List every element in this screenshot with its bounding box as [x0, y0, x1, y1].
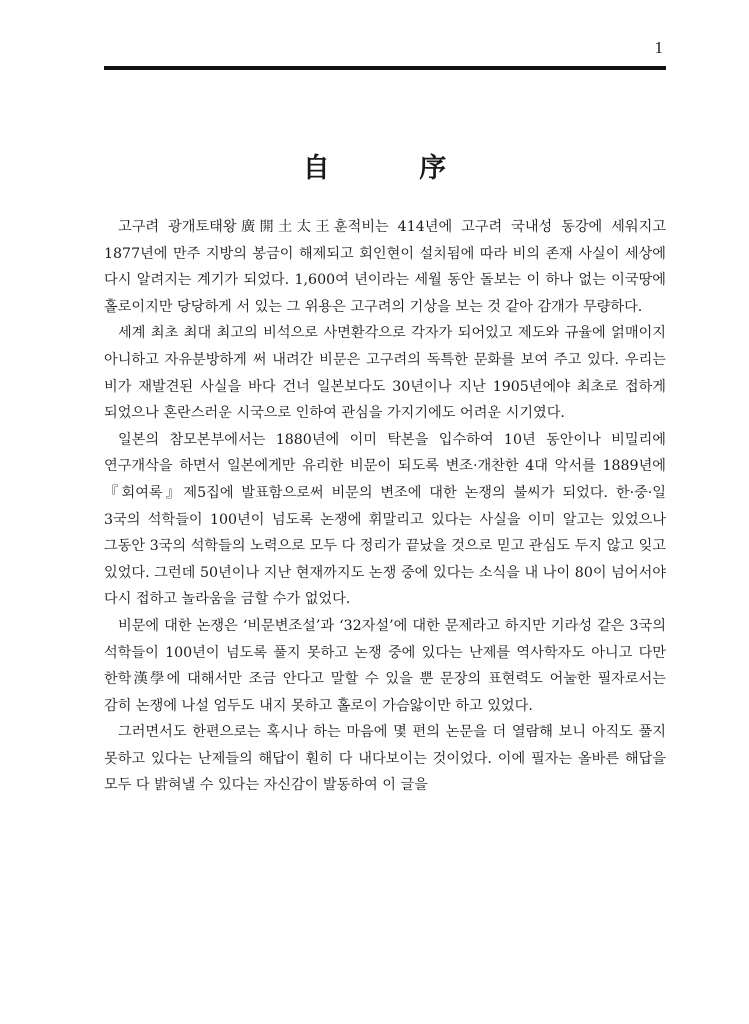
paragraph-5: 그러면서도 한편으로는 혹시나 하는 마음에 몇 편의 논문을 더 열람해 보니 아직도 풀지 못하고 있다는 난제들의 해답이 훤히 다 내다보이는 것이었다. 이에 필자는 올바른 해답을 모두 다 밝혀낼 수 있다는 자신감이 발동하여 이 글을 [104, 724, 666, 794]
paragraph-2: 세계 최초 최대 최고의 비석으로 사면환각으로 각자가 되어있고 제도와 규율에 얽매이지 아니하고 자유분방하게 써 내려간 비문은 고구려의 독특한 문화를 보여 주고 있다. 우리는 비가 재발견된 사실을 바다 건너 일본보다도 30년이나 지난 1905년에야 최초로 접하게 되었으나 혼란스러운 시국으로 인하여 관심을 가지기에도 어려운 시기였다. [104, 325, 666, 422]
paragraph-1: 고구려 광개토태왕廣開土太王훈적비는 414년에 고구려 국내성 동강에 세워지고 1877년에 만주 지방의 봉금이 해제되고 회인현이 설치됨에 따라 비의 존재 사실이 세상에 다시 알려지는 계기가 되었다. 1,600여 년이라는 세월 동안 돌보는 이 하나 없는 이국땅에 홀로이지만 당당하게 서 있는 그 위용은 고구려의 기상을 보는 것 같아 감개가 무량하다. [104, 219, 666, 315]
paragraph-4: 비문에 대한 논쟁은 ‘비문변조설’과 ‘32자설’에 대한 문제라고 하지만 기라성 같은 3국의 석학들이 100년이 넘도록 풀지 못하고 논쟁 중에 있다는 난제를 역사학자도 아니고 다만 한학漢學에 대해서만 조금 안다고 말할 수 있을 뿐 문장의 표현력도 어눌한 필자로서는 감히 논쟁에 나설 엄두도 내지 못하고 홀로이 가슴앓이만 하고 있었다. [104, 617, 666, 714]
page-number: 1 [654, 38, 663, 57]
header-rule [104, 66, 666, 70]
preface-body [104, 214, 666, 799]
paragraph-3: 일본의 참모본부에서는 1880년에 이미 탁본을 입수하여 10년 동안이나 비밀리에 연구개삭을 하면서 일본에게만 유리한 비문이 되도록 변조·개찬한 4대 악서를 1889년에『회여록』제5집에 발표함으로써 비문의 변조에 대한 논쟁의 불씨가 되었다. 한·중·일 3국의 석학들이 100년이 넘도록 논쟁에 휘말리고 있다는 사실을 이미 알고는 있었으나 그동안 3국의 석학들의 노력으로 모두 다 정리가 끝났을 것으로 믿고 관심도 두지 않고 잊고 있었다. 그런데 50년이나 지난 현재까지도 논쟁 중에 있다는 소식을 내 나이 80이 넘어서야 다시 접하고 놀라움을 금할 수가 없었다. [104, 431, 666, 608]
page-title: 自 序 [302, 153, 487, 184]
